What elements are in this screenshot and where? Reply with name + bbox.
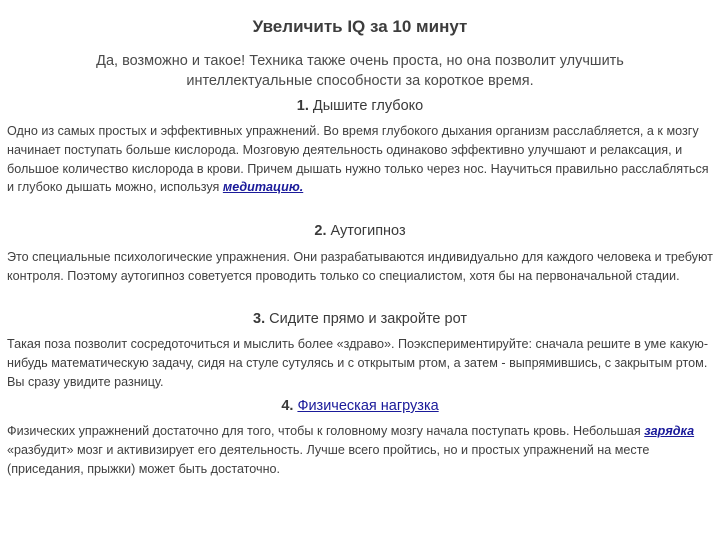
section-4-text	[7, 422, 715, 478]
section-1-title: Дышите глубоко	[312, 98, 424, 114]
section-1-heading	[0, 98, 720, 114]
section-2-text: Это специальные психологические упражнения. Они разрабатываются индивидуально для каждого человека и требуют контроля. Поэтому аутогипноз советуется проводить только со специалистом, хотя бы на первоначальной стадии.	[7, 250, 713, 283]
section-2-title: Аутогипноз	[330, 223, 406, 239]
section-3-heading	[0, 311, 720, 327]
section-2-number: 2.	[314, 223, 327, 239]
section-3-title: Сидите прямо и закройте рот	[269, 311, 467, 327]
section-1-text	[7, 122, 715, 197]
section-1-body: Одно из самых простых и эффективных упражнений. Во время глубокого дыхания организм расслабляется, а к мозгу начинает поступать больше кислорода. Мозговую деятельность одинаково эффективно улучшают и релаксация, и большое количество кислорода в крови. Причем дышать нужно только через нос. Научиться правильно расслабляться и глубоко дышать можно, используя	[7, 124, 709, 195]
section-3-number: 3.	[253, 311, 266, 327]
page-title: Увеличить IQ за 10 минут	[252, 17, 468, 36]
intro-text: Да, возможно и такое! Техника также очень проста, но она позволит улучшить интеллектуальные способности за короткое время.	[96, 53, 624, 89]
section-2-heading	[0, 223, 720, 239]
section-4-body-start: Физических упражнений достаточно для того, чтобы к головному мозгу начала поступать кровь. Небольшая	[7, 424, 645, 438]
physical-activity-link[interactable]: Физическая нагрузка	[297, 398, 439, 414]
exercise-link[interactable]: зарядка	[644, 424, 695, 438]
section-4-heading	[0, 398, 720, 414]
meditation-link[interactable]: медитацию.	[222, 180, 304, 195]
section-4-body-end: «разбудит» мозг и активизирует его деятельность. Лучше всего пройтись, но и простых упражнений на месте (приседания, прыжки) может быть достаточно.	[7, 442, 650, 476]
section-3-text: Такая поза позволит сосредоточиться и мыслить более «здраво». Поэкспериментируйте: сначала решите в уме какую-нибудь математическую задачу, сидя на стуле сутулясь и с открытым ртом, а затем - выпрямившись, с закрытым ртом. Вы сразу увидите разницу.	[7, 337, 709, 389]
section-4-number: 4.	[281, 398, 294, 414]
section-1-number: 1.	[296, 98, 309, 114]
